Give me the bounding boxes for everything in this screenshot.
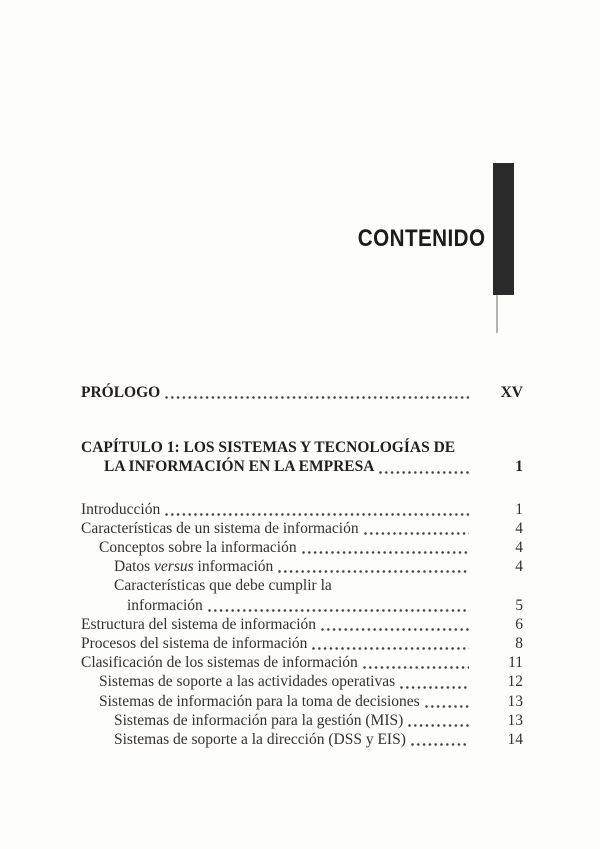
decorative-bar-tail-line [496,295,498,333]
dot-leader [379,471,469,474]
toc-entry [0,519,523,538]
toc-entry [0,711,523,730]
page-number: 1 [515,458,523,476]
dot-leader [278,570,469,573]
prologue-label: PRÓLOGO [81,384,161,401]
page-title: CONTENIDO [357,225,485,252]
toc-entry-label: información [127,596,203,614]
toc-entry [0,692,523,711]
toc-entry [0,730,523,749]
page-number: 8 [515,635,523,653]
toc-entry-label: Sistemas de soporte a la dirección (DSS y EIS) [114,731,406,749]
page-number: 11 [508,654,523,672]
page-number: 12 [507,673,523,691]
toc-entry [0,500,523,519]
toc-entry-label: Conceptos sobre la información [99,539,297,557]
table-of-contents [0,383,523,749]
toc-prologue-row [0,383,523,402]
page-number: 5 [515,596,523,614]
decorative-black-bar [493,163,514,295]
toc-entry-label: Sistemas de información para la toma de decisiones [99,692,420,710]
page-number: 4 [515,558,523,576]
toc-entry-label: Sistemas de soporte a las actividades operativas [99,673,396,691]
toc-entry [0,538,523,557]
dot-leader [321,628,469,631]
page-number: XV [500,384,523,401]
page-number: 4 [515,519,523,537]
toc-entry-label: Clasificación de los sistemas de información [81,654,358,672]
page-number: 6 [515,615,523,633]
toc-entry [0,557,523,576]
page-number: 13 [507,711,523,729]
page-number: 1 [515,500,523,518]
toc-chapter-heading-line2 [0,457,523,476]
dot-leader [408,724,469,727]
toc-entry-label: Estructura del sistema de información [81,615,317,633]
dot-leader [312,647,469,650]
dot-leader [400,686,469,689]
page-number: 13 [507,692,523,710]
dot-leader [165,396,469,399]
dot-leader [425,705,469,708]
dot-leader [363,666,469,669]
toc-list [0,500,523,750]
toc-entry-label: Introducción [81,500,161,518]
chapter-heading-text: CAPÍTULO 1: LOS SISTEMAS Y TECNOLOGÍAS DE [81,439,456,457]
toc-entry-label: Datos versus información [114,558,274,576]
dot-leader [364,532,469,535]
chapter-heading-text: LA INFORMACIÓN EN LA EMPRESA [104,458,375,476]
dot-leader [411,743,469,746]
dot-leader [165,513,469,516]
page-number: 14 [507,731,523,749]
dot-leader [208,609,469,612]
toc-entry [0,634,523,653]
toc-entry [0,576,523,595]
toc-entry-label: Características que debe cumplir la [114,577,332,595]
toc-entry [0,615,523,634]
page-number: 4 [515,539,523,557]
toc-entry [0,672,523,691]
toc-entry [0,596,523,615]
toc-entry-label: Sistemas de información para la gestión (MIS) [114,711,404,729]
toc-entry-label: Características de un sistema de información [81,519,359,537]
dot-leader [302,551,469,554]
toc-entry [0,653,523,672]
toc-chapter-heading-line1 [0,438,523,457]
toc-entry-label: Procesos del sistema de información [81,635,308,653]
